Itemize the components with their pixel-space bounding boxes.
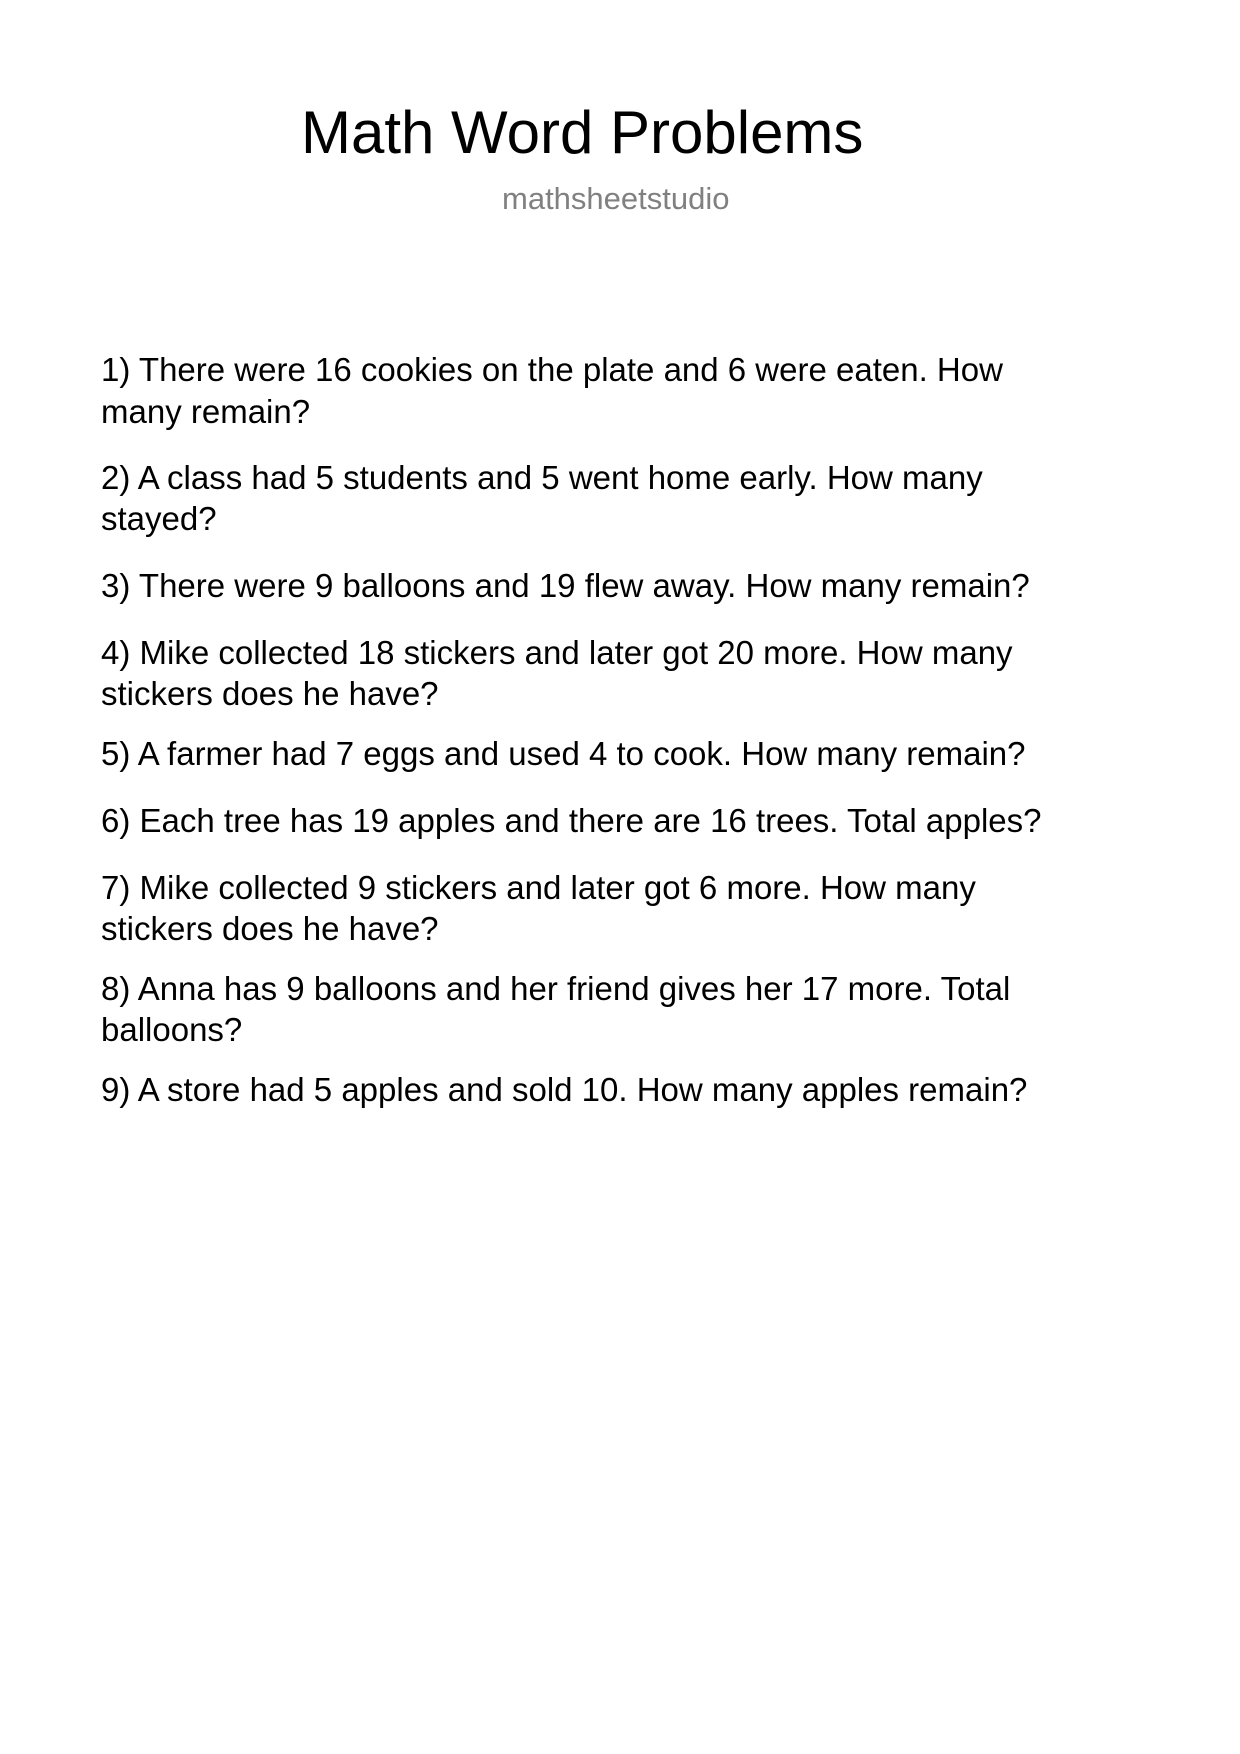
problem-4-line-1: 4) Mike collected 18 stickers and later got 20 more. How many: [101, 634, 1013, 671]
problem-5-line-1: 5) A farmer had 7 eggs and used 4 to cook. How many remain?: [101, 735, 1026, 772]
problem-4-line-2: stickers does he have?: [101, 675, 439, 712]
page-title: Math Word Problems: [301, 99, 864, 166]
problem-8-line-2: balloons?: [101, 1011, 243, 1048]
problem-7-line-2: stickers does he have?: [101, 910, 439, 947]
problem-3-line-1: 3) There were 9 balloons and 19 flew away. How many remain?: [101, 567, 1030, 604]
problem-7-line-1: 7) Mike collected 9 stickers and later got 6 more. How many: [101, 869, 976, 906]
problem-6-line-1: 6) Each tree has 19 apples and there are 16 trees. Total apples?: [101, 802, 1042, 839]
publisher-subtitle: mathsheetstudio: [502, 181, 730, 216]
problem-1-line-2: many remain?: [101, 393, 311, 430]
problem-9-line-1: 9) A store had 5 apples and sold 10. How many apples remain?: [101, 1071, 1028, 1108]
problem-2-line-1: 2) A class had 5 students and 5 went home early. How many: [101, 459, 983, 496]
problem-2-line-2: stayed?: [101, 500, 217, 537]
problem-8-line-1: 8) Anna has 9 balloons and her friend gives her 17 more. Total: [101, 970, 1011, 1007]
problem-1-line-1: 1) There were 16 cookies on the plate and 6 were eaten. How: [101, 351, 1003, 388]
